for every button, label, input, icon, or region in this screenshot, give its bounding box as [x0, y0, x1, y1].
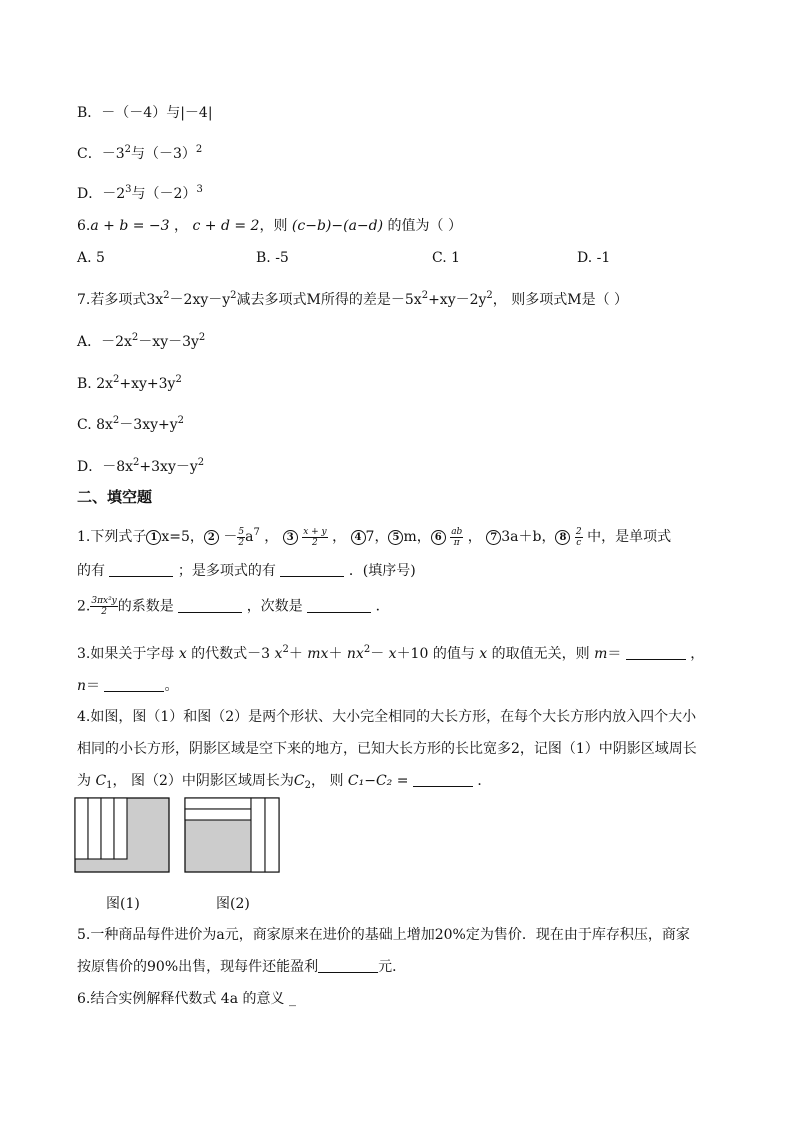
f4-line1: 4.如图，图（1）和图（2）是两个形状、大小完全相同的大长方形，在每个大长方形内放入四个大小 — [77, 709, 697, 725]
f5-blank[interactable] — [318, 958, 378, 973]
f4-blank[interactable] — [413, 772, 473, 787]
figure-2-small-rect — [185, 798, 251, 809]
q6-option-d: D. -1 — [577, 250, 611, 266]
f1-line2: 的有 ；是多项式的有 ．(填序号) — [77, 563, 416, 579]
q7-option-b: B. $2x^2+xy+3y^2$ — [77, 374, 182, 392]
q7-option-d: D．$-8x^2+3xy-y^2$ — [77, 457, 205, 475]
q7-stem: 7.若多项式$3x^2-2xy-y^2$减去多项式M所得的差是$-5x^2+xy-2y^2$， 则多项式M是（ ） — [77, 290, 629, 308]
f1-blank-1[interactable] — [109, 562, 173, 577]
figure-2-small-rect — [185, 809, 251, 820]
figure-2-small-rect — [265, 798, 279, 872]
q5-option-c: C．$-3^2$与$(-3)^2$ — [77, 144, 203, 162]
figure-1-caption: 图(1) — [106, 896, 140, 912]
q5-option-d: D．$-2^3$与$(-2)^3$ — [77, 184, 203, 202]
f3-blank-n[interactable] — [104, 677, 164, 692]
f5-line2: 按原售价的90%出售，现每件还能盈利 元． — [77, 959, 407, 975]
q5-option-b: B．－（－4）与|－4| — [77, 105, 213, 121]
figure-2-caption: 图(2) — [216, 896, 250, 912]
f1-blank-2[interactable] — [280, 562, 344, 577]
f4-line3: 为 $C_1$， 图（2）中阴影区域周长为$C_2$， 则 C₁−C₂ = ． — [77, 773, 492, 791]
figure-2-small-rect — [251, 798, 265, 872]
f5-line1: 5.一种商品每件进价为a元，商家原来在进价的基础上增加20%定为售价．现在由于库存积压，商家 — [77, 927, 690, 943]
f3-line2: n＝ 。 — [77, 678, 179, 694]
figure-1-small-rect — [101, 798, 114, 859]
q7-option-c: C. $8x^2-3xy+y^2$ — [77, 415, 185, 433]
f2-blank-1[interactable] — [178, 598, 242, 613]
q6-stem: 6.a + b = −3 ， c + d = 2，则 (c−b)−(a−d) 的值为（ ） — [77, 218, 462, 234]
f3-stem: 3.如果关于字母 x 的代数式－3 $x^2+ mx+ nx^2- x+10$ 的值与 x 的取值无关，则 m＝ ， — [77, 644, 705, 662]
q6-option-a: A. 5 — [77, 250, 105, 266]
f3-blank-m[interactable] — [626, 645, 686, 660]
q7-option-a: A．$-2x^2-xy-3y^2$ — [77, 332, 206, 350]
figure-2 — [184, 797, 282, 875]
f1-stem: 1.下列式子 1 x=5， 2 － $\frac{5}{2}$ $a^7$ ， 3 $\frac{x + y}{2}$ ， 4 7， 5 m， 6 $\frac{ab}{\pi}$ ， 7 3a＋b， 8 $\frac{2}{c}$ 中，是单项式 — [77, 526, 672, 548]
f4-line2: 相同的小长方形，阴影区域是空下来的地方，已知大长方形的长比宽多2，记图（1）中阴影区域周长 — [77, 741, 697, 757]
f6-stem: 6.结合实例解释代数式 4a 的意义 _ — [77, 991, 296, 1007]
section-title: 二、填空题 — [77, 488, 153, 506]
f2-blank-2[interactable] — [307, 598, 371, 613]
f2-stem: 2. $\frac{\text{3πx²y}}{2}$ 的系数是 ，次数是 ． — [77, 596, 390, 617]
figure-1 — [74, 797, 172, 875]
figure-1-small-rect — [75, 798, 88, 859]
figure-1-small-rect — [114, 798, 127, 859]
q6-option-c: C. 1 — [432, 250, 461, 266]
q6-option-b: B. -5 — [256, 250, 289, 266]
figure-1-small-rect — [88, 798, 101, 859]
